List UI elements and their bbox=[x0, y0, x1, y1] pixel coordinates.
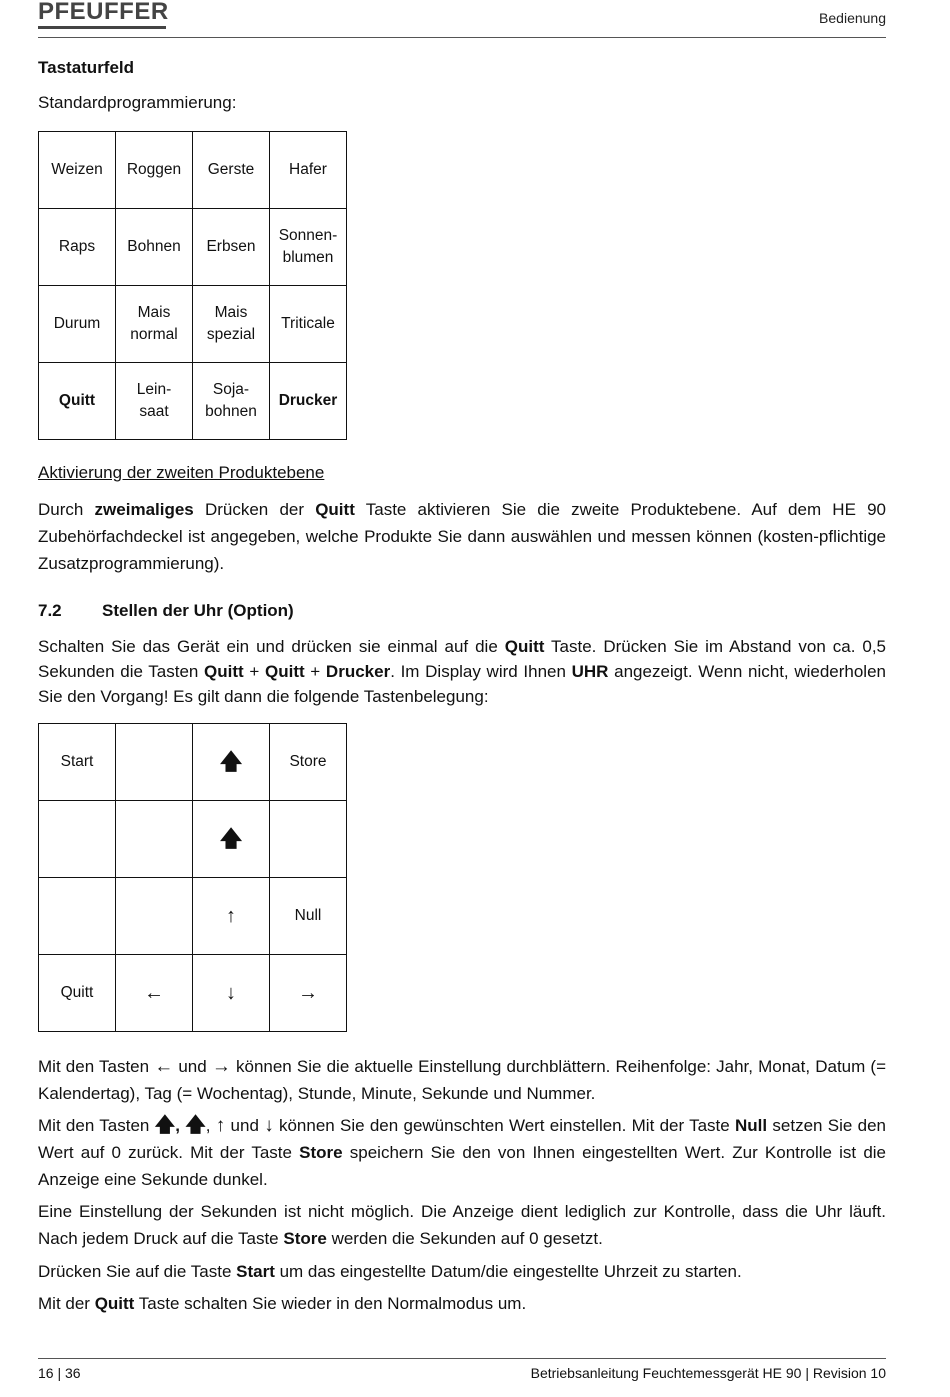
keypad-row bbox=[39, 286, 347, 363]
keypad-row bbox=[39, 209, 347, 286]
keypad-key: Triticale bbox=[270, 286, 347, 363]
keypad-key: Raps bbox=[39, 209, 116, 286]
keypad-key: Store bbox=[270, 724, 347, 801]
activation-heading: Aktivierung der zweiten Produktebene bbox=[38, 463, 325, 482]
keypad-key: 🡅 bbox=[193, 724, 270, 801]
keypad-key: ↓ bbox=[193, 955, 270, 1032]
arrow-up-bold-icon: 🡅 bbox=[185, 1114, 206, 1136]
page-header bbox=[38, 0, 886, 38]
section-title: Stellen der Uhr (Option) bbox=[102, 601, 294, 620]
value-paragraph: Mit den Tasten 🡅, 🡅, ↑ und ↓ können Sie den gewünschten Wert einstellen. Mit der Taste Null setzen Sie den Wert auf 0 zurück. Mit der Taste Store speichern Sie den von Ihnen eingestellten Wert. Zur Kontrolle ist die Anzeige eine Sekunde dunkel. bbox=[38, 1114, 887, 1189]
keypad-key: Weizen bbox=[39, 132, 116, 209]
keypad-key: Durum bbox=[39, 286, 116, 363]
keypad-key: Start bbox=[39, 724, 116, 801]
keypad-key bbox=[39, 878, 116, 955]
page-footer bbox=[38, 1358, 886, 1389]
clock-intro-paragraph: Schalten Sie das Gerät ein und drücken sie einmal auf die Quitt Taste. Drücken Sie im Abstand von ca. 0,5 Sekunden die Tasten Quitt + Quitt + Drucker. Im Display wird Ihnen UHR angezeigt. Wenn nicht, wiederholen Sie den Vorgang! Es gilt dann die folgende Tastenbelegung: bbox=[38, 637, 887, 706]
arrow-up-icon: ↑ bbox=[215, 1115, 226, 1136]
keypad-key bbox=[270, 801, 347, 878]
navigation-paragraph: Mit den Tasten ← und → können Sie die aktuelle Einstellung durchblättern. Reihenfolge: Jahr, Monat, Datum (= Kalendertag), Tag (= Wochentag), Stunde, Minute, Sekunde und Nummer. bbox=[38, 1056, 887, 1103]
keypad-key bbox=[116, 801, 193, 878]
clock-keypad-table bbox=[38, 723, 347, 1032]
keypad-key: Erbsen bbox=[193, 209, 270, 286]
start-paragraph: Drücken Sie auf die Taste Start um das eingestellte Datum/die eingestellte Uhrzeit zu starten. bbox=[38, 1262, 742, 1281]
keypad-key: ← bbox=[116, 955, 193, 1032]
subtitle: Standardprogrammierung: bbox=[38, 93, 237, 112]
keypad-row bbox=[39, 801, 347, 878]
keypad-key: Quitt bbox=[39, 955, 116, 1032]
keypad-key bbox=[116, 878, 193, 955]
keypad-key bbox=[116, 724, 193, 801]
seconds-paragraph: Eine Einstellung der Sekunden ist nicht möglich. Die Anzeige dient lediglich zur Kontrolle, dass die Uhr läuft. Nach jedem Druck auf die Taste Store werden die Sekunden auf 0 gesetzt. bbox=[38, 1202, 886, 1248]
company-logo: PFEUFFER bbox=[38, 0, 169, 25]
arrow-right-icon: → bbox=[211, 1056, 231, 1077]
keypad-key: Null bbox=[270, 878, 347, 955]
keypad-key bbox=[39, 801, 116, 878]
keypad-key: → bbox=[270, 955, 347, 1032]
keypad-key: Mais normal bbox=[116, 286, 193, 363]
keypad-key: Hafer bbox=[270, 132, 347, 209]
keypad-row bbox=[39, 878, 347, 955]
keypad-row bbox=[39, 724, 347, 801]
keypad-key: Quitt bbox=[39, 363, 116, 440]
section-heading bbox=[38, 601, 294, 621]
quitt-paragraph: Mit der Quitt Taste schalten Sie wieder in den Normalmodus um. bbox=[38, 1294, 527, 1313]
arrow-left-icon: ← bbox=[154, 1056, 174, 1077]
keypad-key: Drucker bbox=[270, 363, 347, 440]
keypad-key: Roggen bbox=[116, 132, 193, 209]
activation-paragraph: Durch zweimaliges Drücken der Quitt Taste aktivieren Sie die zweite Produktebene. Auf dem HE 90 Zubehörfachdeckel ist angegeben, welche Produkte Sie dann auswählen und messen können (kosten-pflichtige Zusatzprogrammierung). bbox=[38, 500, 887, 573]
keypad-row bbox=[39, 363, 347, 440]
keypad-key: ↑ bbox=[193, 878, 270, 955]
header-section-label: Bedienung bbox=[819, 10, 886, 26]
keypad-row bbox=[39, 132, 347, 209]
keypad-key: Soja- bohnen bbox=[193, 363, 270, 440]
page-title: Tastaturfeld bbox=[38, 58, 135, 77]
keypad-key: 🡅 bbox=[193, 801, 270, 878]
keypad-key: Lein- saat bbox=[116, 363, 193, 440]
standard-keypad-table bbox=[38, 131, 347, 440]
keypad-key: Sonnen- blumen bbox=[270, 209, 347, 286]
section-number: 7.2 bbox=[38, 601, 62, 620]
arrow-down-icon: ↓ bbox=[264, 1115, 274, 1136]
keypad-key: Gerste bbox=[193, 132, 270, 209]
keypad-row bbox=[39, 955, 347, 1032]
logo-underline bbox=[38, 26, 166, 29]
arrow-up-bold-icon: 🡅 bbox=[154, 1114, 176, 1136]
keypad-key: Bohnen bbox=[116, 209, 193, 286]
document-title: Betriebsanleitung Feuchtemessgerät HE 90 | Revision 10 bbox=[530, 1365, 886, 1381]
page-number: 16 | 36 bbox=[38, 1365, 81, 1381]
keypad-key: Mais spezial bbox=[193, 286, 270, 363]
